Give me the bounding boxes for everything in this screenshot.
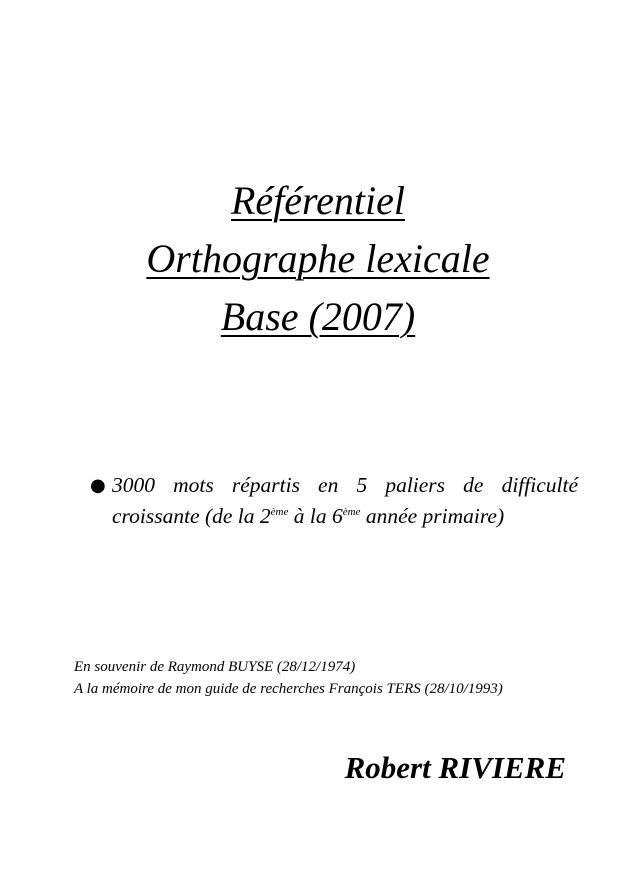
superscript-1: ème (270, 506, 289, 518)
bullet-text-prefix: croissante (de la 2 (112, 504, 271, 528)
bullet-text-middle: à la 6 (288, 504, 343, 528)
bullet-text-line-2 (112, 501, 578, 532)
dedication-block (74, 656, 594, 700)
dedication-line-2: A la mémoire de mon guide de recherches François TERS (28/10/1993) (74, 681, 503, 697)
title-line-3: Base (2007) (220, 294, 416, 339)
bullet-item (88, 470, 578, 532)
superscript-2: ème (342, 506, 361, 518)
bullet-icon: ● (90, 475, 106, 496)
title-block (0, 172, 636, 346)
author-name: Robert RIVIERE (344, 750, 566, 785)
bullet-text-line-1: 3000 mots répartis en 5 paliers de difficulté (112, 473, 578, 497)
bullet-list (88, 470, 578, 532)
title-line-2: Orthographe lexicale (146, 236, 490, 281)
title-line-1: Référentiel (231, 178, 405, 223)
dedication-line-1: En souvenir de Raymond BUYSE (28/12/1974) (74, 659, 356, 675)
bullet-text-suffix: année primaire) (360, 504, 505, 528)
